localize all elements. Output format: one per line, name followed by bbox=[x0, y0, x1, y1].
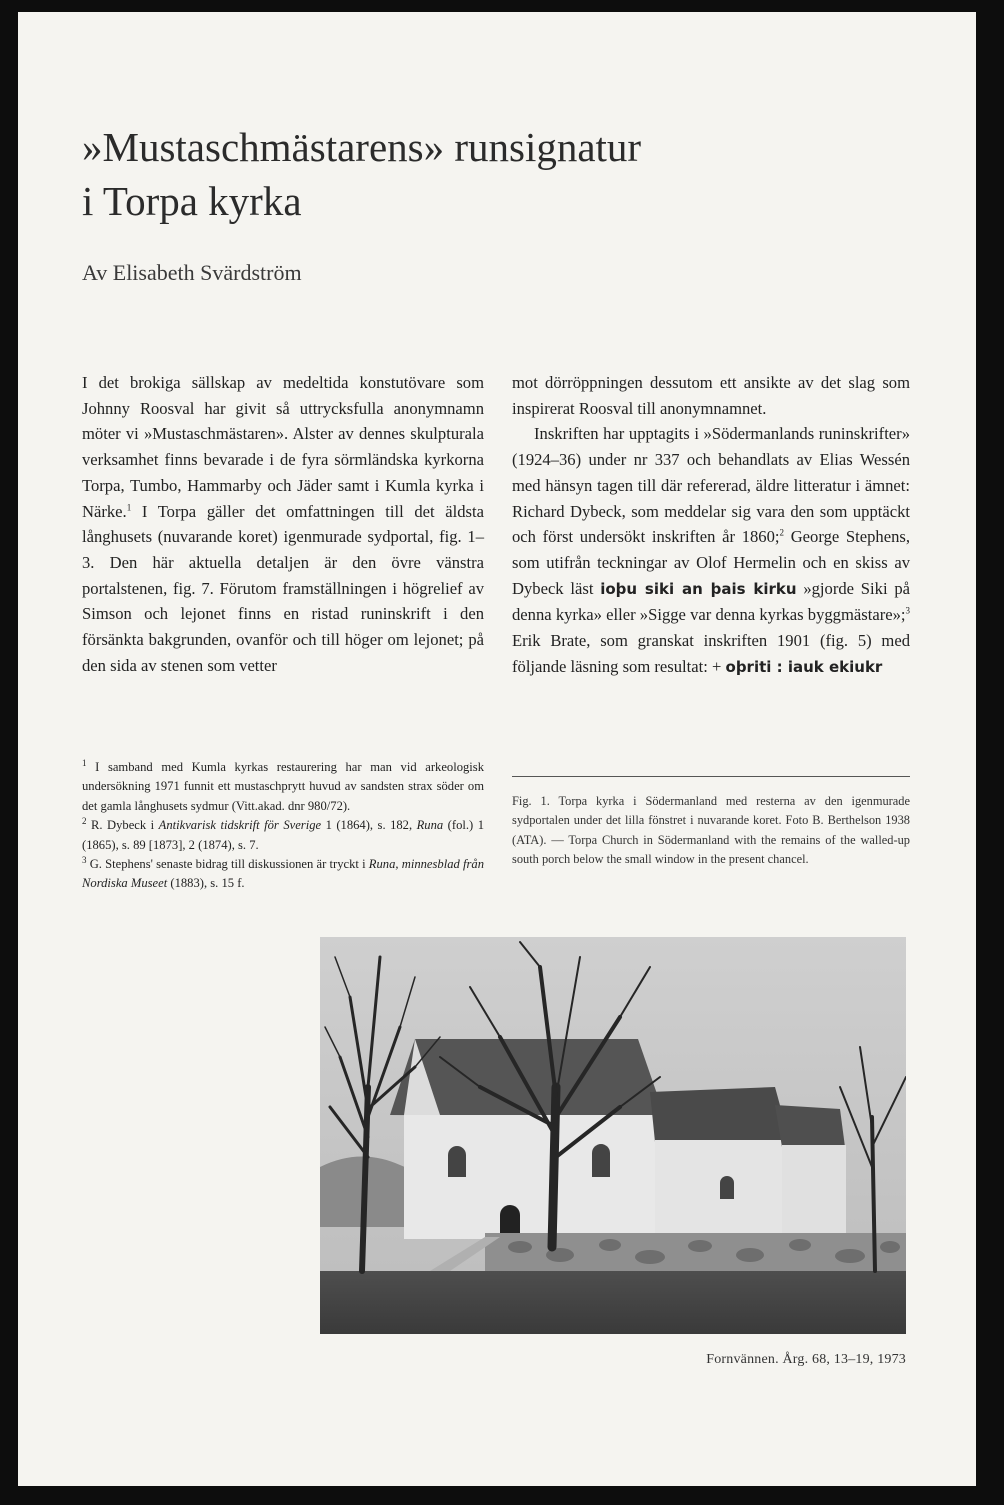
figure-caption bbox=[512, 792, 910, 870]
footnote-text: (fol.) 1 (1865), s. 89 [1873], 2 (1874), s. 7. bbox=[82, 818, 484, 852]
body-column-left bbox=[82, 370, 484, 678]
paragraph-text: Inskriften har upptagits i »Södermanlands runinskrifter» (1924–36) under nr 337 och behandlats av Elias Wessén med hänsyn tagen till där refererad, äldre litteratur i ämnet: Richard Dybeck, som meddelar sig vara den som upptäckt och först undersökt inskriften år 1860; bbox=[512, 424, 910, 547]
paragraph-text: I det brokiga sällskap av medeltida konstutövare som Johnny Roosval har givit så uttrycksfulla anonymnamn möter vi »Mustaschmästaren». Alster av dennes skulpturala verksamhet finns bevarade i de fyra sörmländska kyrkorna Torpa, Tumbo, Hammarby och Jäder samt i Kumla kyrka i Närke. bbox=[82, 373, 484, 521]
footnote-text: R. Dybeck i bbox=[86, 818, 159, 833]
footnote-ref-2[interactable]: 2 bbox=[779, 527, 785, 538]
body-column-right bbox=[512, 370, 910, 680]
footnote-title: Runa, minnesblad från Nordiska Museet bbox=[82, 857, 484, 891]
footnote-text: (1883), s. 15 f. bbox=[167, 876, 245, 891]
footnote-text: G. Stephens' senaste bidrag till diskussionen är tryckt i bbox=[86, 857, 369, 872]
footnote-3 bbox=[82, 855, 484, 894]
paragraph-text: Erik Brate, som granskat inskriften 1901 (fig. 5) med följande läsning som resultat: + bbox=[512, 631, 910, 676]
photo-apse-wall bbox=[782, 1145, 846, 1237]
title-line-2: i Torpa kyrka bbox=[82, 178, 302, 224]
article-title bbox=[82, 120, 782, 228]
title-line-1: »Mustaschmästarens» runsignatur bbox=[82, 124, 642, 170]
photo-window-2 bbox=[592, 1144, 610, 1177]
journal-footer: Fornvännen. Årg. 68, 13–19, 1973 bbox=[706, 1352, 906, 1367]
paragraph-inscription bbox=[512, 421, 910, 680]
photo-window-3 bbox=[720, 1176, 734, 1199]
footnote-2 bbox=[82, 816, 484, 855]
footnote-number: 3 bbox=[82, 854, 87, 865]
footnote-text: I samband med Kumla kyrkas restaurering har man vid arkeologisk undersökning 1971 funnit ett mustaschprytt huvud av sandsten strax söder om det gamla långhusets sydmur (Vitt.akad. dnr 980/72). bbox=[82, 760, 484, 813]
footnote-title: Runa bbox=[416, 818, 444, 833]
paragraph-text: »gjorde Siki på denna kyrka» eller »Sigge var denna kyrkas byggmästare»; bbox=[512, 578, 910, 625]
footnote-ref-1[interactable]: 1 bbox=[126, 501, 132, 512]
photo-apse-roof bbox=[775, 1105, 845, 1147]
paragraph-text-cont: I Torpa gäller det omfattningen till det äldsta långhusets (nuvarande koret) igenmurade sydportal, fig. 1–3. Den här aktuella detaljen är den övre vänstra portalstenen, fig. 7. Förutom framställningen i högrelief av Simson och lejonet finns en ristad runinskrift i den försänkta bakgrunden, ovanför och till höger om lejonet; på den sida av stenen som vetter bbox=[82, 501, 484, 675]
caption-text: Fig. 1. Torpa kyrka i Södermanland med resterna av den igenmurade sydportalen under det lilla fönstret i nuvarande koret. Foto B. Berthelson 1938 (ATA). — Torpa Church in Södermanland with the remains of the walled-up south porch below the small window in the present chancel. bbox=[512, 794, 910, 867]
paragraph-cont: mot dörröppningen dessutom ett ansikte av det slag som inspirerat Roosval till anonymnamnet. bbox=[512, 373, 910, 418]
footnotes bbox=[82, 758, 484, 894]
rune-transliteration-stephens: ioþu siki an þais kirku bbox=[600, 579, 797, 598]
photo-lawn bbox=[320, 1271, 906, 1334]
church-photo bbox=[320, 937, 906, 1334]
footnote-1 bbox=[82, 758, 484, 816]
footnote-title: Antikvarisk tidskrift för Sverige bbox=[158, 818, 322, 833]
author-byline: Av Elisabeth Svärdström bbox=[82, 260, 302, 285]
footnote-text: 1 (1864), s. 182, bbox=[321, 818, 417, 833]
caption-divider bbox=[512, 776, 910, 777]
paragraph-text: George Stephens, som utifrån teckningar av Olof Hermelin och en skiss av Dybeck läst bbox=[512, 527, 910, 598]
footnote-number: 1 bbox=[82, 757, 87, 768]
footnote-ref-3[interactable]: 3 bbox=[905, 605, 910, 616]
footnote-number: 2 bbox=[82, 816, 87, 827]
photo-nave-wall bbox=[404, 1115, 662, 1239]
photo-chancel-roof bbox=[650, 1087, 790, 1142]
rune-transliteration-brate: oþriti : iauk ekiukr bbox=[725, 657, 883, 676]
paragraph-intro bbox=[82, 370, 484, 678]
photo-window-1 bbox=[448, 1146, 466, 1177]
